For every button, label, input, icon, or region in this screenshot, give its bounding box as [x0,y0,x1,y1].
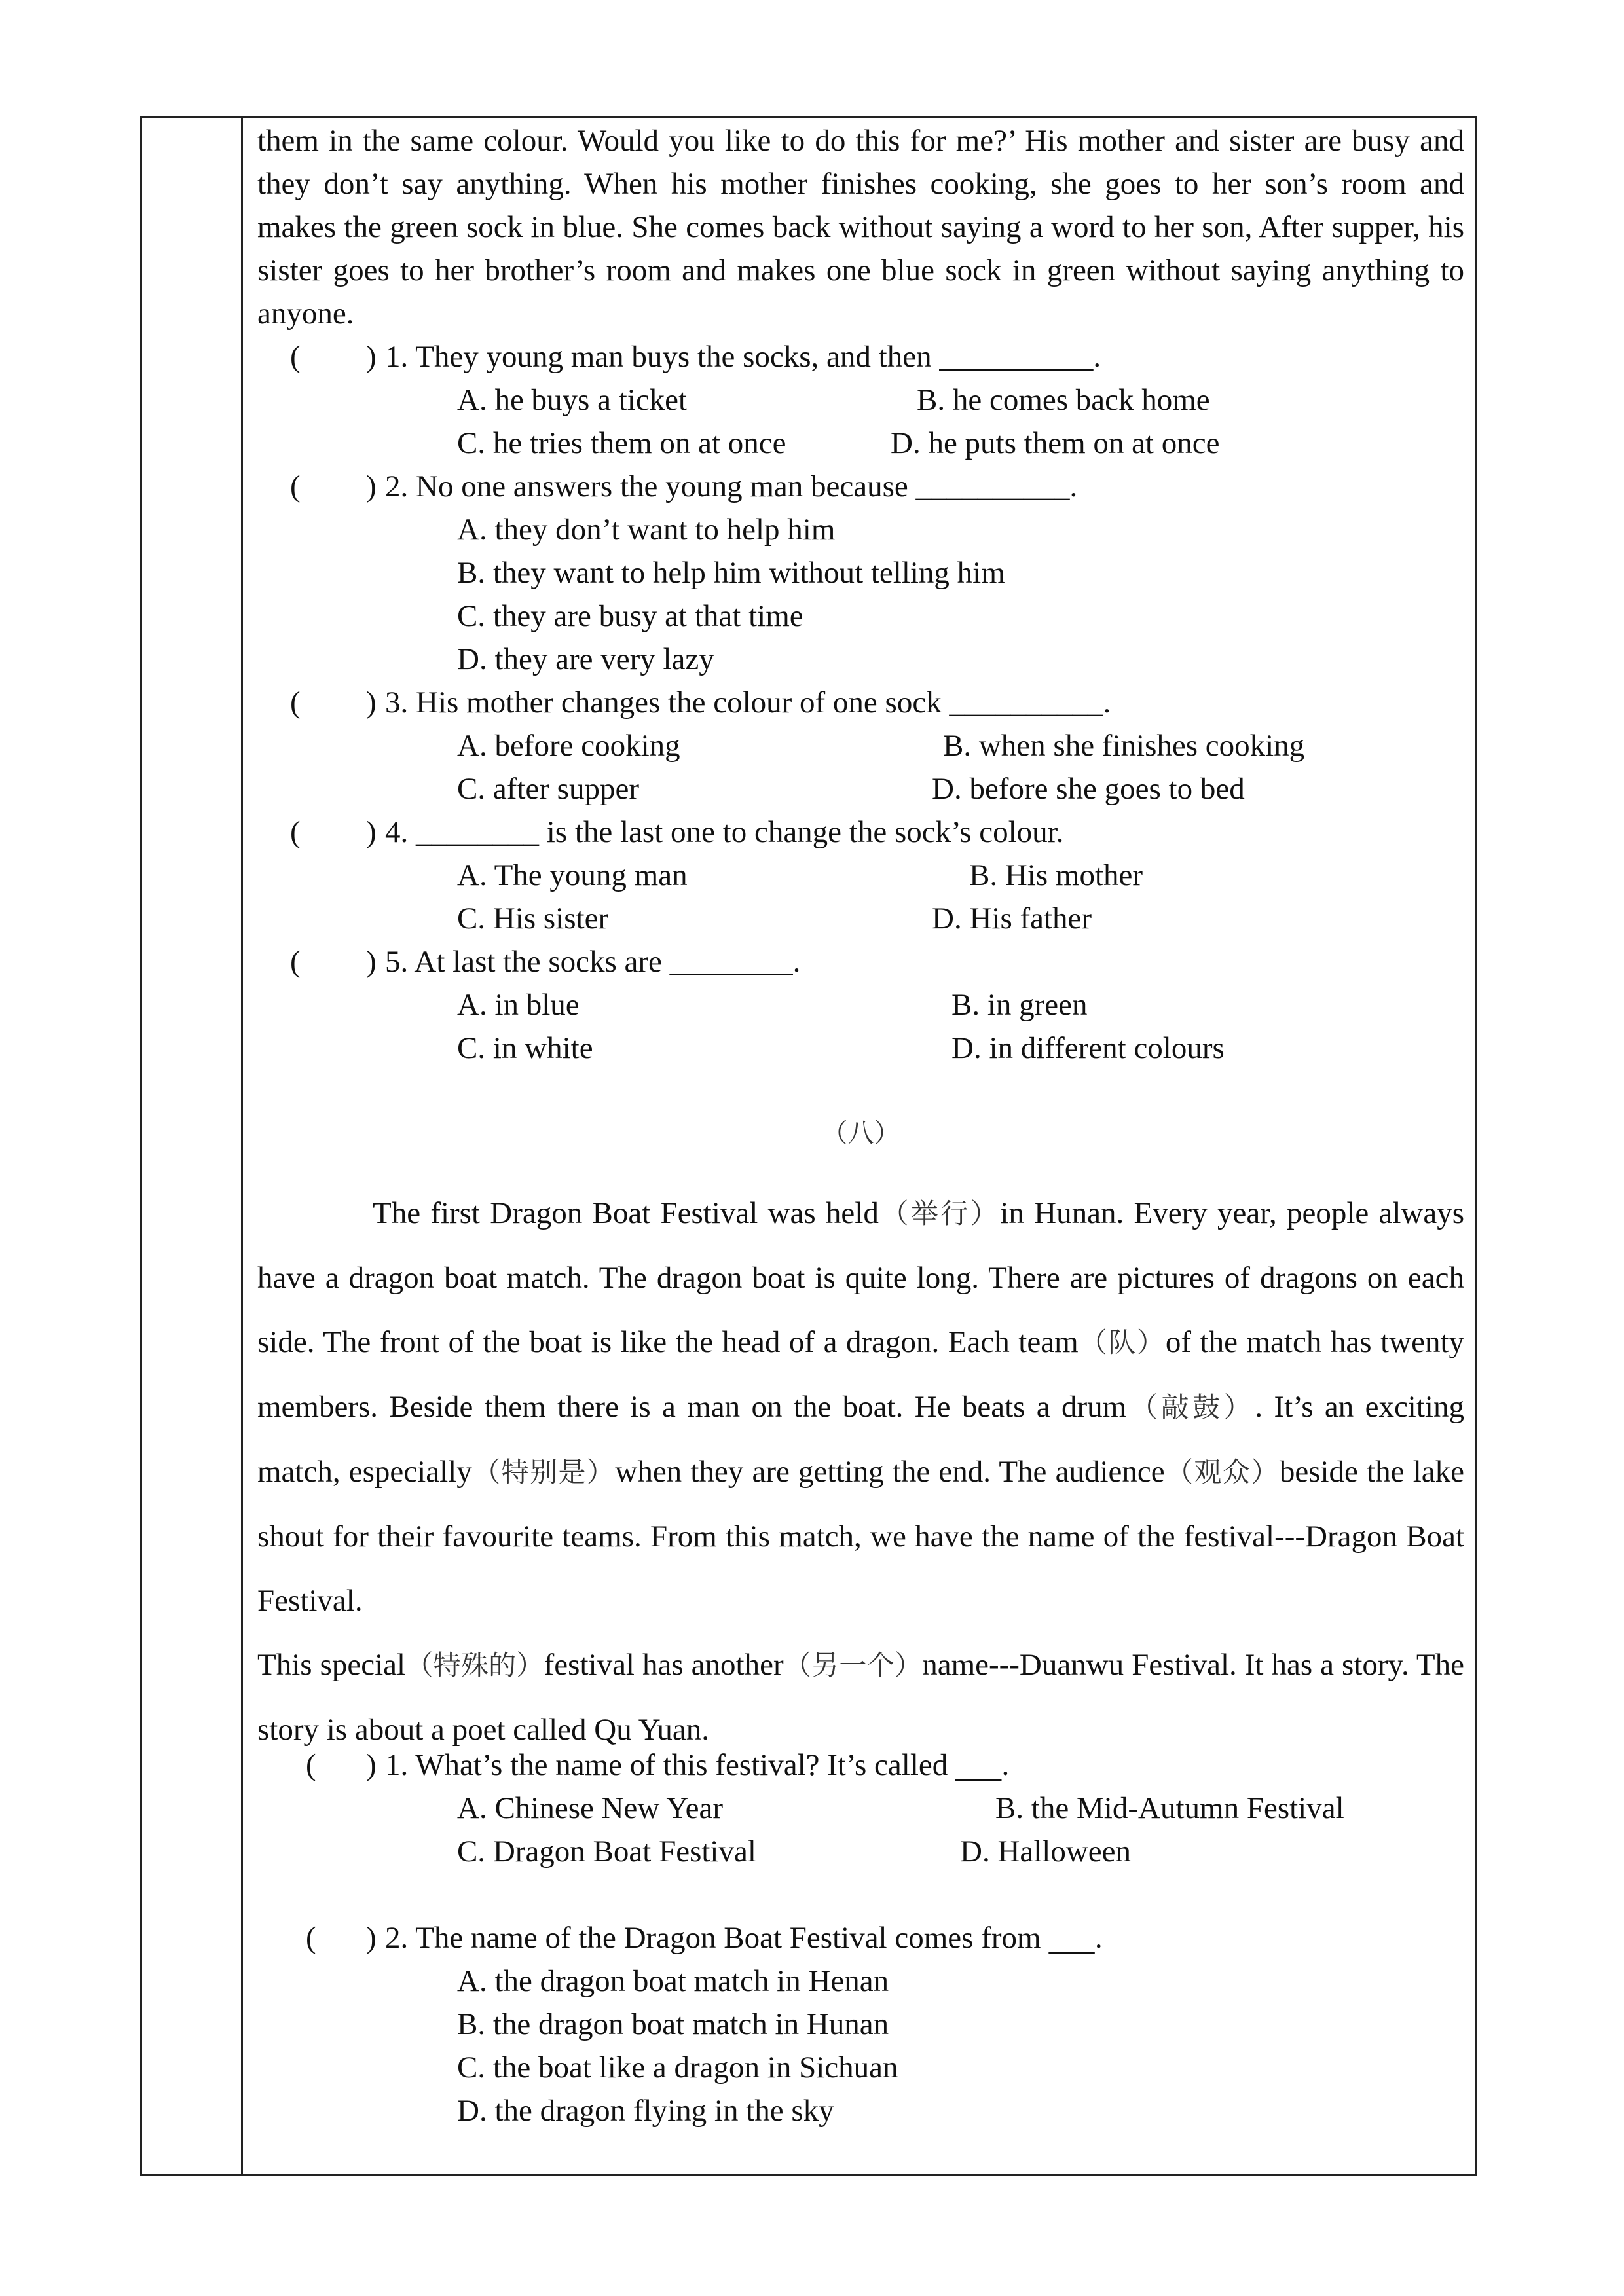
chinese-gloss: （队） [1078,1326,1166,1358]
answer-paren-open: ( [290,469,301,503]
options-row [257,724,1464,767]
question-text: 5. At last the socks are ________. [385,945,801,979]
passage-text: in Hunan. Every year, people always have a dragon boat match. The dragon boat is quite long. There are pictures of dragons on each side. The front of the boat is like the head of a dragon. Each team [257,1196,1464,1359]
answer-paren-close: ) [366,1748,377,1782]
option-a: A. Chinese New Year [457,1791,723,1825]
options-row [257,2003,1464,2046]
option-d: D. before she goes to bed [932,772,1245,806]
passage-text: This special [257,1648,406,1682]
answer-paren-open: ( [290,815,301,849]
passage-7-text: them in the same colour. Would you like to do this for me?’ His mother and sister are busy and they don’t say anything. When his mother finishes cooking, she goes to her son’s room and makes the green sock in blue. She comes back without saying a word to her son, After supper, his sister goes to her brother’s room and makes one blue sock in green without saying anything to anyone. [257,124,1464,331]
options-row [257,2046,1464,2089]
question-8-2 [257,1916,1464,1959]
worksheet-content [257,119,1464,2132]
options-row [257,422,1464,465]
question-text: 1. They young man buys the socks, and then __________. [385,340,1101,374]
question-text: 2. The name of the Dragon Boat Festival comes from . [385,1921,1103,1955]
question-text: 3. His mother changes the colour of one sock __________. [385,685,1111,720]
question-7-3 [257,681,1464,724]
option-d: D. Halloween [960,1834,1132,1868]
answer-blank [955,1748,1002,1782]
answer-paren-open: ( [290,340,301,374]
option-a: A. before cooking [457,729,680,763]
option-c: C. His sister [457,902,609,936]
option-b: B. in green [951,988,1088,1022]
option-d: D. he puts them on at once [891,426,1220,460]
chinese-gloss: （另一个） [783,1649,923,1681]
option-c: C. Dragon Boat Festival [457,1834,756,1868]
options-row [257,1959,1464,2003]
option-d: D. the dragon flying in the sky [457,2094,834,2128]
answer-paren-open: ( [290,945,301,979]
options-row [257,854,1464,897]
option-d: D. in different colours [951,1031,1225,1065]
answer-paren-close: ) [366,1921,377,1955]
option-b: B. he comes back home [917,383,1210,417]
passage-text: beside the lake shout for their favourite teams. From this match, we have the name of the festival---Dragon Boat Festival. [257,1455,1464,1618]
option-d: D. they are very lazy [457,642,714,676]
passage-text: when they are getting the end. The audience [615,1455,1165,1489]
option-a: A. the dragon boat match in Henan [457,1964,889,1998]
option-c: C. after supper [457,772,639,806]
options-row [257,594,1464,638]
answer-paren-close: ) [366,340,377,374]
table-column-divider [241,116,243,2176]
option-a: A. they don’t want to help him [457,513,836,547]
option-b: B. the Mid-Autumn Festival [995,1791,1344,1825]
question-8-1 [257,1743,1464,1787]
chinese-gloss: （特殊的） [405,1649,544,1681]
question-text: 2. No one answers the young man because __________. [385,469,1078,503]
answer-paren-close: ) [366,685,377,720]
options-row [257,1830,1464,1873]
passage-8-paragraph-1 [257,1181,1464,1633]
chinese-gloss: （特别是） [471,1456,616,1488]
options-row [257,1027,1464,1070]
passage-text: name---Duanwu Festival. It has a story. The story is about a poet called Qu Yuan. [257,1648,1464,1747]
options-row [257,2089,1464,2132]
chinese-gloss: （敲鼓） [1126,1391,1255,1423]
chinese-gloss: （观众） [1164,1456,1280,1488]
answer-paren-open: ( [306,1921,316,1955]
question-text: 4. ________ is the last one to change the sock’s colour. [385,815,1064,849]
passage-text: festival has another [544,1648,784,1682]
options-row [257,897,1464,940]
answer-paren-close: ) [366,469,377,503]
question-7-5 [257,940,1464,983]
option-b: B. when she finishes cooking [943,729,1305,763]
answer-paren-close: ) [366,815,377,849]
option-a: A. in blue [457,988,580,1022]
options-row [257,767,1464,811]
passage-text: The first Dragon Boat Festival was held [373,1196,879,1230]
options-row [257,1787,1464,1830]
answer-paren-close: ) [366,945,377,979]
option-c: C. he tries them on at once [457,426,786,460]
answer-paren-open: ( [290,685,301,720]
option-c: C. in white [457,1031,593,1065]
options-row [257,508,1464,551]
passage-text: of the match has twenty members. Beside them there is a man on the boat. He beats a drum [257,1325,1464,1424]
option-a: A. The young man [457,858,688,892]
passage-8-paragraph-2 [257,1633,1464,1762]
question-7-4 [257,811,1464,854]
question-7-2 [257,465,1464,508]
passage-text: . It’s an exciting match, especially [257,1390,1464,1489]
options-row [257,378,1464,422]
section-8-heading: （八） [821,1118,900,1148]
option-b: B. His mother [969,858,1143,892]
question-text: 1. What’s the name of this festival? It’s called . [385,1748,1010,1782]
options-row [257,638,1464,681]
question-7-1 [257,335,1464,378]
answer-blank [1048,1921,1095,1955]
answer-paren-open: ( [306,1748,316,1782]
option-a: A. he buys a ticket [457,383,688,417]
options-row [257,551,1464,594]
option-c: C. the boat like a dragon in Sichuan [457,2050,898,2085]
option-b: B. the dragon boat match in Hunan [457,2007,889,2041]
option-b: B. they want to help him without telling him [457,556,1005,590]
options-row [257,983,1464,1027]
chinese-gloss: （举行） [878,1197,1001,1230]
option-c: C. they are busy at that time [457,599,803,633]
option-d: D. His father [932,902,1092,936]
